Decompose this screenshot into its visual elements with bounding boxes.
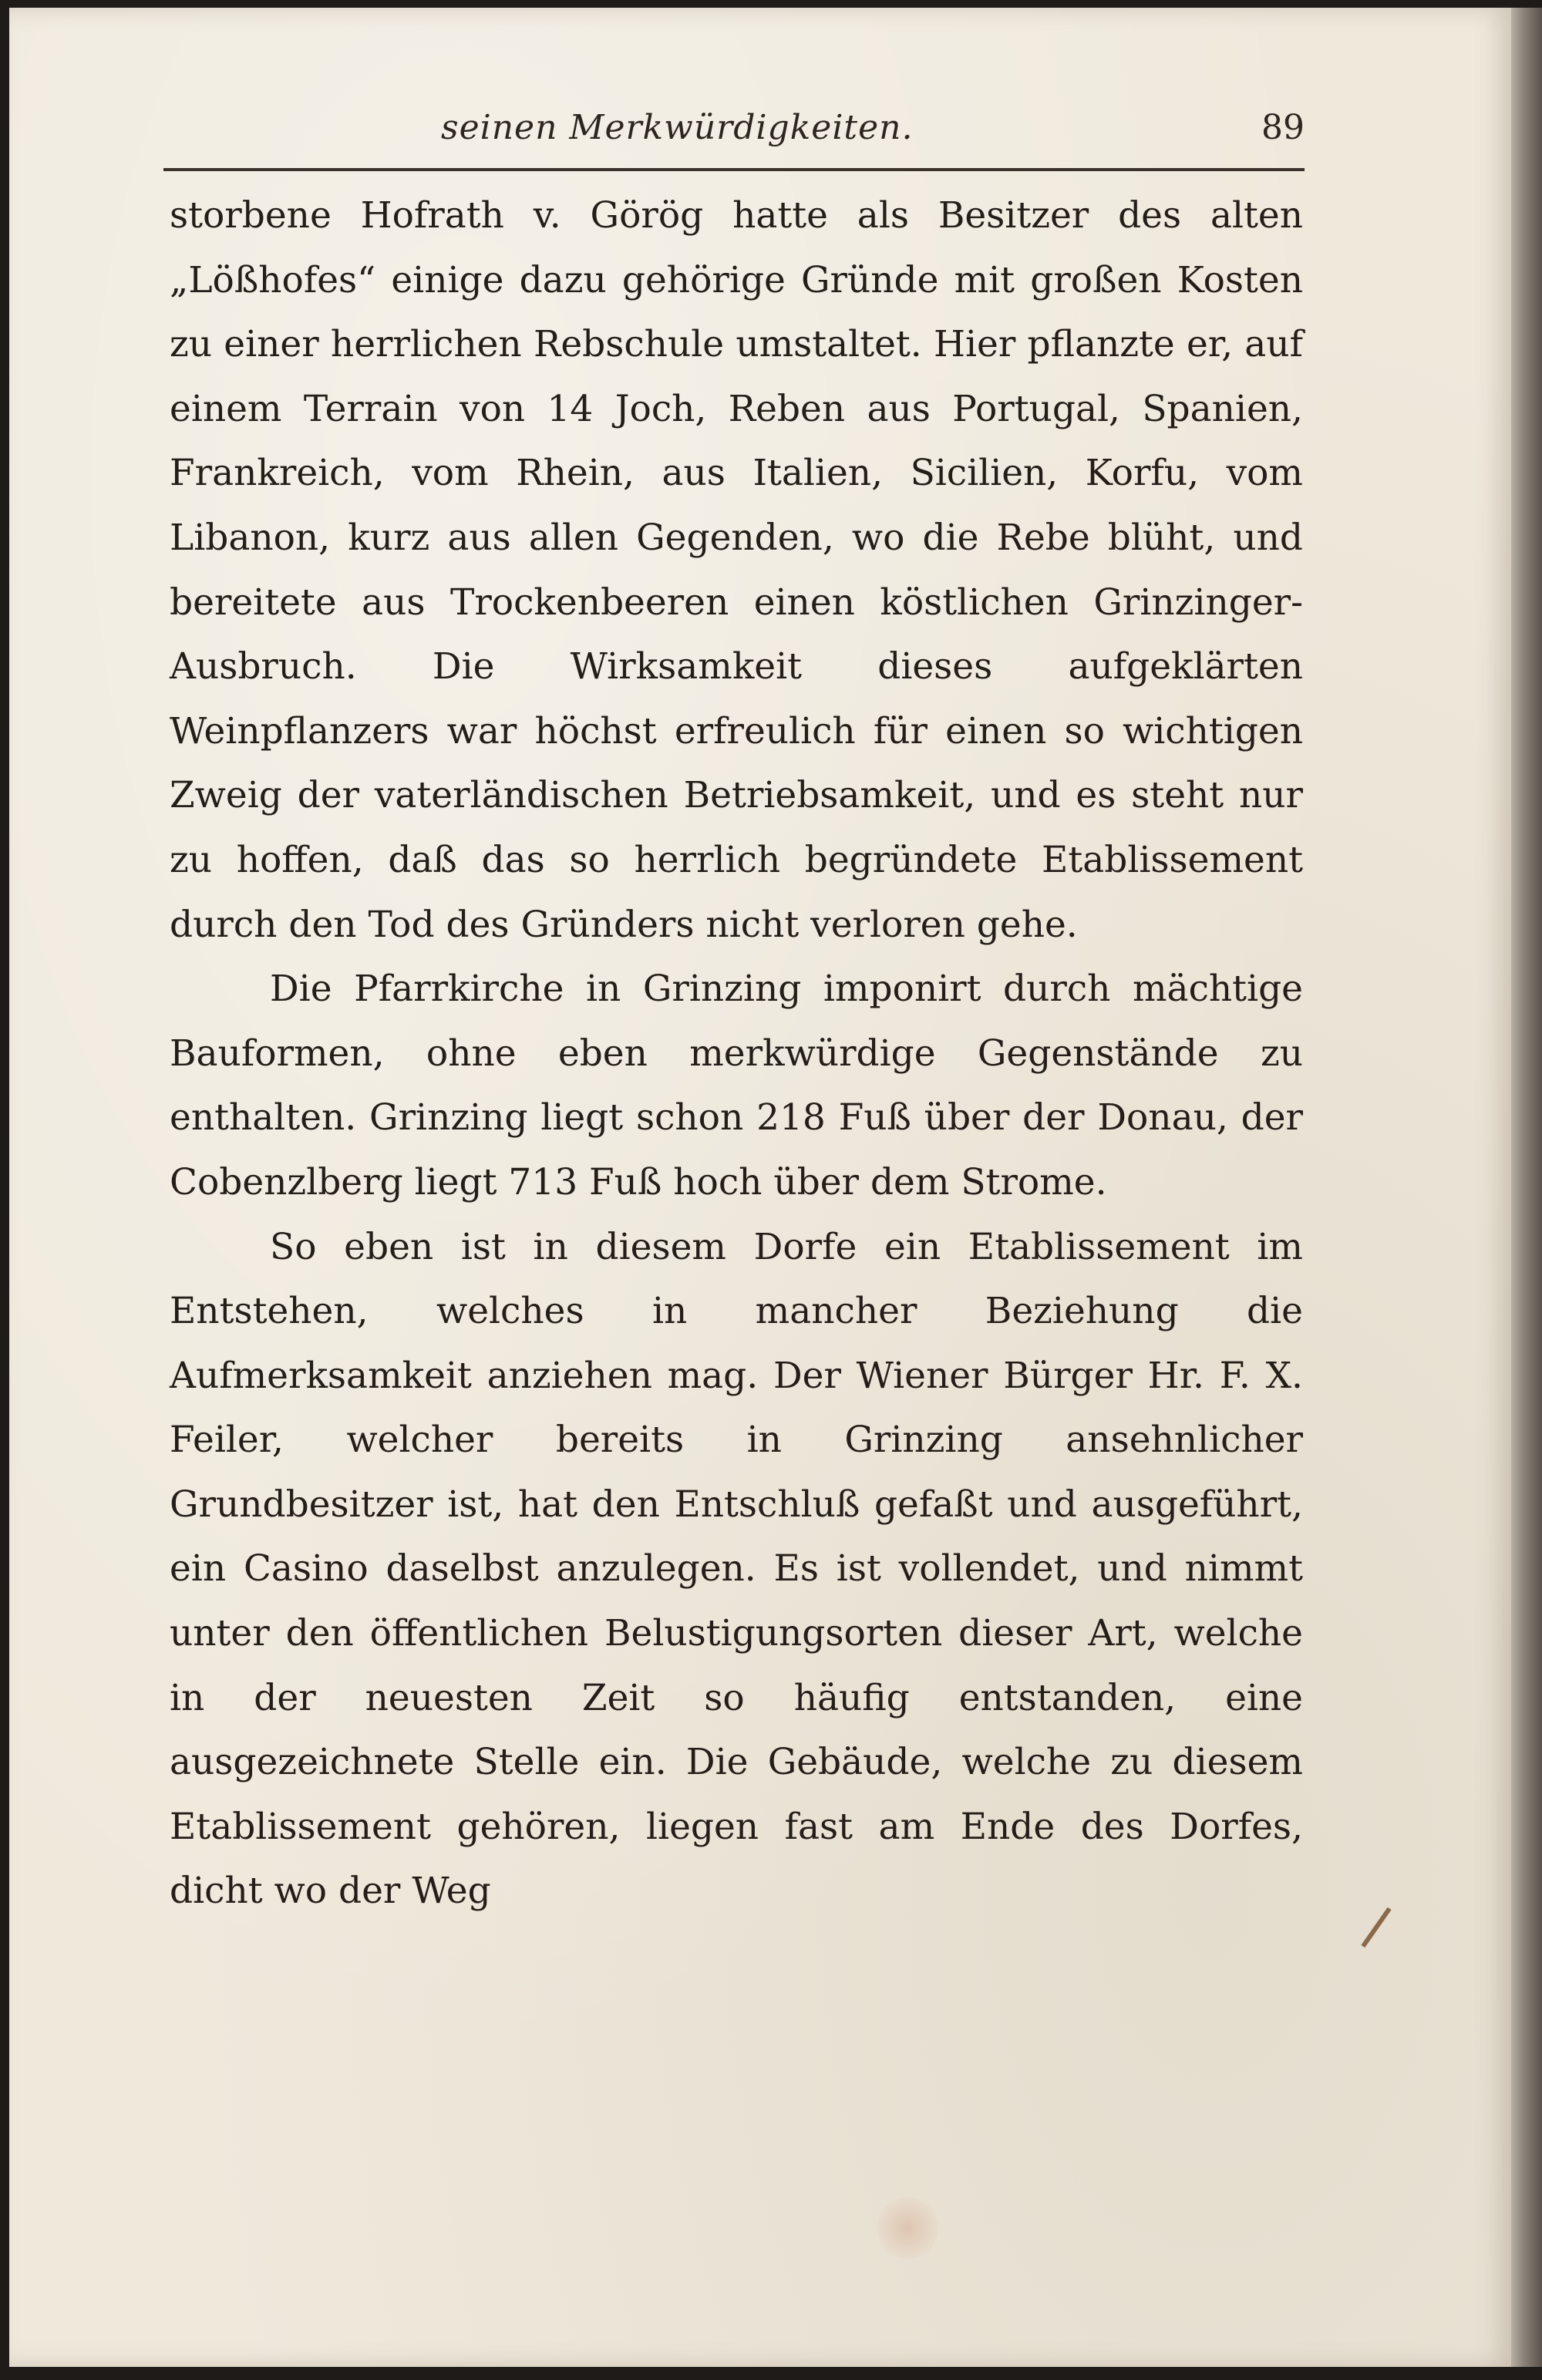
book-page [9,8,1513,2367]
paper-stain [877,2197,938,2259]
page-header [163,108,1305,162]
paragraph-continuation: storbene Hofrath v. Görög hatte als Besitzer des alten „Lößhofes“ einige dazu gehörige Gründe mit großen Kosten zu einer herrlichen Rebschule umstaltet. Hier pflanzte er, auf einem Terrain von 14 Joch, Reben aus Portugal, Spanien, Frankreich, vom Rhein, aus Italien, Sicilien, Korfu, vom Libanon, kurz aus allen Gegenden, wo die Rebe blüht, und bereitete aus Trockenbeeren einen köstlichen Grinzinger-Ausbruch. Die Wirksamkeit dieses aufgeklärten Weinpflanzers war höchst erfreulich für einen so wichtigen Zweig der vaterländischen Betriebsamkeit, und es steht nur zu hoffen, daß das so herrlich begründete Etablissement durch den Tod des Gründers nicht verloren gehe. [170,194,1303,946]
pencil-mark [1361,1907,1391,1948]
page-edge [1511,8,1542,2367]
header-rule [163,168,1305,171]
page-number: 89 [1261,108,1305,147]
running-title: seinen Merkwürdigkeiten. [441,108,914,147]
paragraph-casino: So eben ist in diesem Dorfe ein Etablissement im Entstehen, welches in mancher Beziehung die Aufmerksamkeit anziehen mag. Der Wiener Bürger Hr. F. X. Feiler, welcher bereits in Grinzing ansehnlicher Grundbesitzer ist, hat den Entschluß gefaßt und ausgeführt, ein Casino daselbst anzulegen. Es ist vollendet, und nimmt unter den öffentlichen Belustigungsorten dieser Art, welche in der neuesten Zeit so häufig entstanden, eine ausgezeichnete Stelle ein. Die Gebäude, welche zu diesem Etablissement gehören, liegen fast am Ende des Dorfes, dicht wo der Weg [170,1225,1303,1913]
paragraph-pfarrkirche: Die Pfarrkirche in Grinzing imponirt durch mächtige Bauformen, ohne eben merkwürdige Gegenstände zu enthalten. Grinzing liegt schon 218 Fuß über der Donau, der Cobenzlberg liegt 713 Fuß hoch über dem Strome. [170,968,1303,1203]
body-text [170,183,1303,1924]
